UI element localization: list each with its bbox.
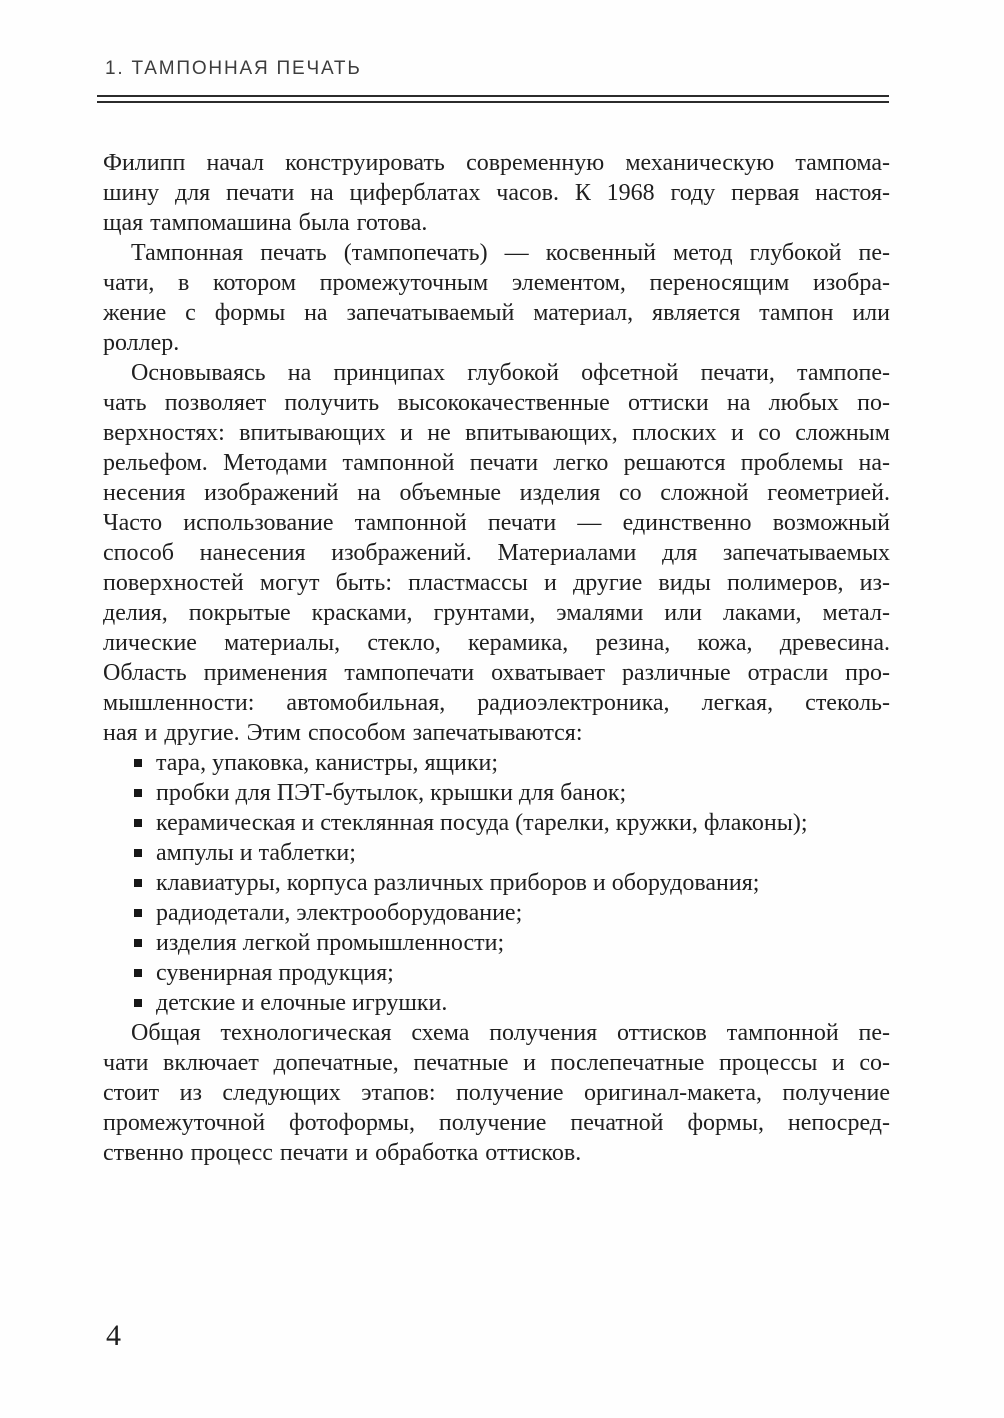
square-bullet-icon — [134, 789, 142, 797]
list-item-text: детские и елочные игрушки. — [156, 990, 448, 1016]
text-line: Основываясь на принципах глубокой офсетной печати, тампопе- — [131, 360, 890, 386]
text-line: Филипп начал конструировать современную механическую тампома- — [103, 150, 890, 176]
list-item — [103, 778, 890, 808]
list-item — [103, 808, 890, 838]
text-line: чати включает допечатные, печатные и послепечатные процессы и со- — [103, 1050, 890, 1076]
list-item — [103, 868, 890, 898]
text-line: несения изображений на объемные изделия со сложной геометрией. — [103, 480, 890, 506]
square-bullet-icon — [134, 999, 142, 1007]
text-line: ная и другие. Этим способом запечатываются: — [103, 720, 583, 746]
running-header-title: 1. ТАМПОННАЯ ПЕЧАТЬ — [105, 58, 362, 79]
text-line: верхностях: впитывающих и не впитывающих, плоских и со сложным — [103, 420, 890, 446]
page-number: 4 — [106, 1319, 121, 1352]
square-bullet-icon — [134, 759, 142, 767]
paragraph — [103, 1018, 890, 1168]
list-item — [103, 928, 890, 958]
text-line: Часто использование тампонной печати — единственно возможный — [103, 510, 890, 536]
square-bullet-icon — [134, 819, 142, 827]
square-bullet-icon — [134, 969, 142, 977]
text-line: поверхностей могут быть: пластмассы и другие виды полимеров, из- — [103, 570, 890, 596]
text-line: рельефом. Методами тампонной печати легко решаются проблемы на- — [103, 450, 890, 476]
list-item — [103, 838, 890, 868]
text-line: Общая технологическая схема получения оттисков тампонной пе- — [131, 1020, 890, 1046]
square-bullet-icon — [134, 909, 142, 917]
text-line: Тампонная печать (тампопечать) — косвенный метод глубокой пе- — [131, 240, 890, 266]
bullet-list — [103, 748, 890, 1018]
text-line: стоит из следующих этапов: получение оригинал-макета, получение — [103, 1080, 890, 1106]
square-bullet-icon — [134, 939, 142, 947]
text-line: ственно процесс печати и обработка оттисков. — [103, 1140, 582, 1166]
header-double-rule — [97, 95, 889, 103]
list-item-text: ампулы и таблетки; — [156, 840, 356, 866]
paragraph — [103, 238, 890, 358]
list-item — [103, 748, 890, 778]
text-line: промежуточной фотоформы, получение печатной формы, непосред- — [103, 1110, 890, 1136]
text-content — [103, 148, 890, 1168]
list-item-text: сувенирная продукция; — [156, 960, 394, 986]
text-line: Область применения тампопечати охватывает различные отрасли про- — [103, 660, 890, 686]
text-line: чать позволяет получить высококачественные оттиски на любых по- — [103, 390, 890, 416]
text-line: роллер. — [103, 330, 180, 356]
list-item — [103, 898, 890, 928]
paragraph — [103, 358, 890, 748]
list-item-text: тара, упаковка, канистры, ящики; — [156, 750, 499, 776]
text-line: шину для печати на циферблатах часов. К 1968 году первая настоя- — [103, 180, 890, 206]
paragraph — [103, 148, 890, 238]
square-bullet-icon — [134, 879, 142, 887]
text-line: щая тампомашина была готова. — [103, 210, 428, 236]
list-item — [103, 988, 890, 1018]
text-line: жение с формы на запечатываемый материал, является тампон или — [103, 300, 890, 326]
square-bullet-icon — [134, 849, 142, 857]
list-item-text: изделия легкой промышленности; — [156, 930, 505, 956]
list-item — [103, 958, 890, 988]
text-line: мышленности: автомобильная, радиоэлектроника, легкая, стеколь- — [103, 690, 890, 716]
list-item-text: радиодетали, электрооборудование; — [156, 900, 523, 926]
text-line: делия, покрытые красками, грунтами, эмалями или лаками, метал- — [103, 600, 890, 626]
list-item-text: клавиатуры, корпуса различных приборов и оборудования; — [156, 870, 760, 896]
text-line: лические материалы, стекло, керамика, резина, кожа, древесина. — [103, 630, 890, 656]
text-line: способ нанесения изображений. Материалами для запечатываемых — [103, 540, 890, 566]
text-line: чати, в котором промежуточным элементом, переносящим изобра- — [103, 270, 890, 296]
list-item-text: пробки для ПЭТ-бутылок, крышки для банок; — [156, 780, 627, 806]
list-item-text: керамическая и стеклянная посуда (тарелки, кружки, флаконы); — [156, 810, 808, 836]
